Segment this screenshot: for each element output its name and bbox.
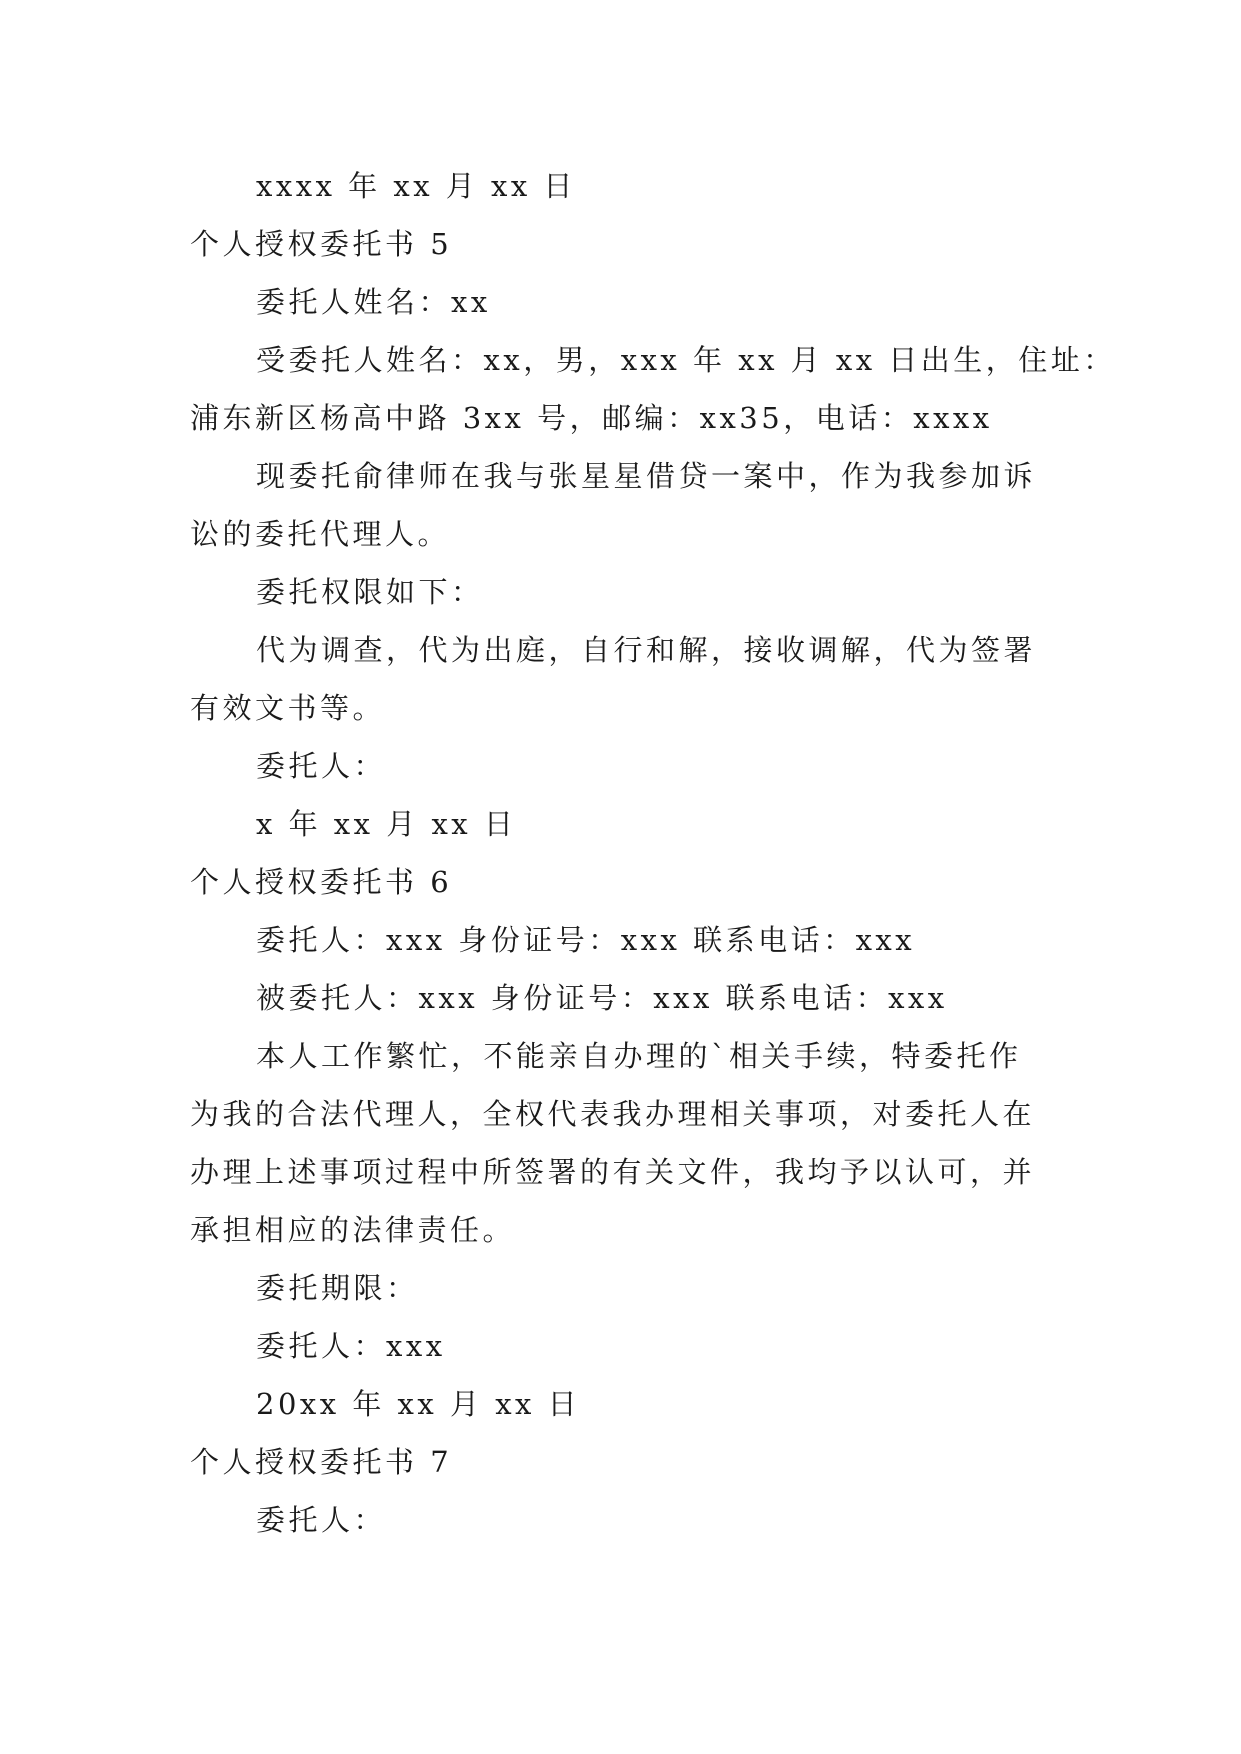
agent-info-line: 受委托人姓名：xx，男，xxx 年 xx 月 xx 日出生，住址： [256, 343, 1116, 377]
authority-line: 有效文书等。 [190, 691, 386, 725]
principal-info-line: 委托人：xxx 身份证号：xxx 联系电话：xxx [256, 923, 916, 957]
signature-label: 委托人：xxx [256, 1329, 446, 1363]
agent-address-line: 浦东新区杨高中路 3xx 号，邮编：xx35，电话：xxxx [190, 401, 993, 435]
section-title-7: 个人授权委托书 7 [190, 1445, 453, 1479]
date-line: x 年 xx 月 xx 日 [256, 807, 517, 841]
signature-label: 委托人： [256, 1503, 387, 1537]
principal-name-line: 委托人姓名：xx [256, 285, 491, 319]
agent-info-line: 被委托人：xxx 身份证号：xxx 联系电话：xxx [256, 981, 948, 1015]
body-paragraph-line: 为我的合法代理人，全权代表我办理相关事项，对委托人在 [190, 1097, 1036, 1131]
section-title-5: 个人授权委托书 5 [190, 227, 453, 261]
authority-line: 代为调查，代为出庭，自行和解，接收调解，代为签署 [256, 633, 1037, 667]
body-paragraph-line: 本人工作繁忙，不能亲自办理的`相关手续，特委托作 [256, 1039, 1022, 1073]
body-paragraph-line: 讼的委托代理人。 [190, 517, 451, 551]
body-paragraph-line: 办理上述事项过程中所签署的有关文件，我均予以认可，并 [190, 1155, 1036, 1189]
body-paragraph-line: 现委托俞律师在我与张星星借贷一案中，作为我参加诉 [256, 459, 1037, 493]
term-label: 委托期限： [256, 1271, 419, 1305]
signature-label: 委托人： [256, 749, 387, 783]
section-title-6: 个人授权委托书 6 [190, 865, 453, 899]
date-line: 20xx 年 xx 月 xx 日 [256, 1387, 581, 1421]
body-paragraph-line: 承担相应的法律责任。 [190, 1213, 516, 1247]
date-line: xxxx 年 xx 月 xx 日 [256, 169, 576, 203]
authority-heading: 委托权限如下： [256, 575, 484, 609]
